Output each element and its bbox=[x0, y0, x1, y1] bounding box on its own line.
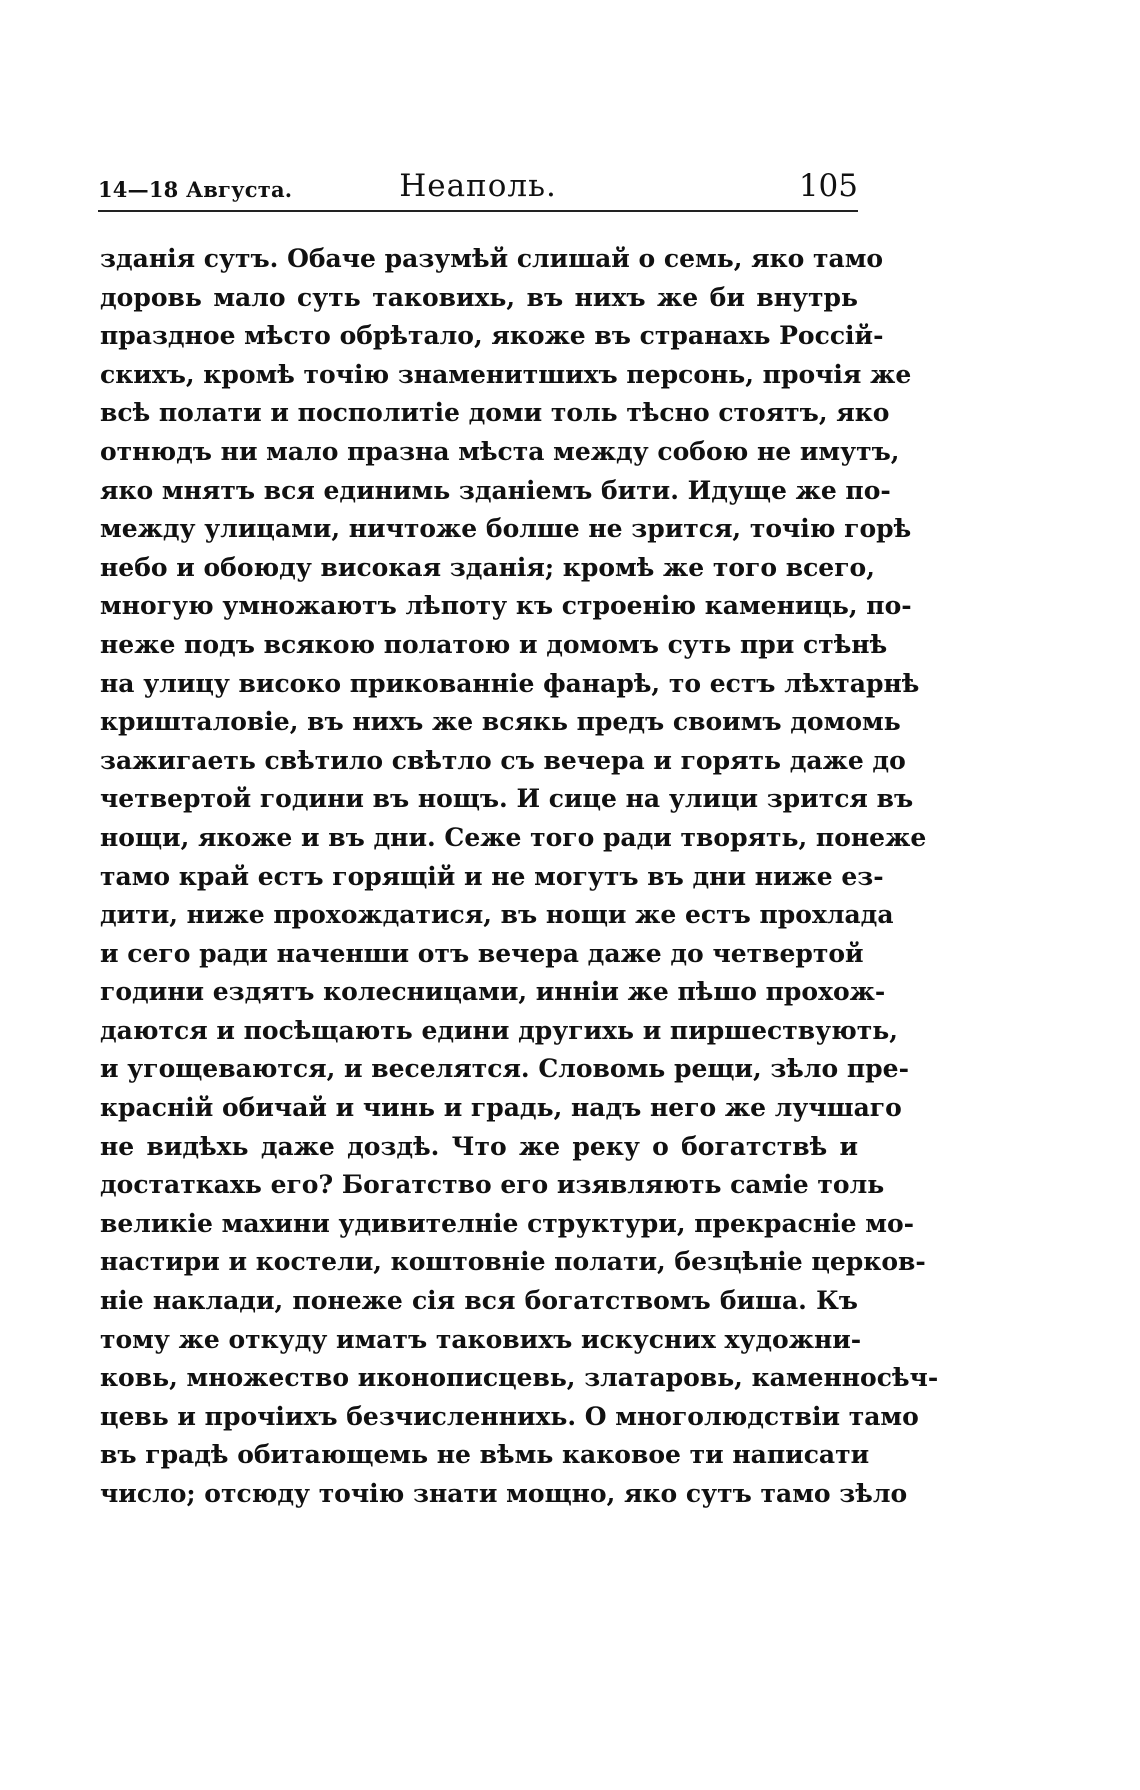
running-header bbox=[98, 160, 858, 210]
text-line: отнюдъ ни мало празна мѣста между собою не имутъ, bbox=[100, 436, 900, 466]
text-line: неже подъ всякою полатою и домомъ суть при стѣнѣ bbox=[100, 629, 888, 659]
text-line: достаткахь его? Богатство его изявляють саміе толь bbox=[100, 1170, 885, 1200]
body-text bbox=[100, 240, 939, 1514]
text-line: великіе махини удивителніе структури, прекрасніе мо- bbox=[100, 1208, 915, 1238]
text-line: яко мнятъ вся единимь зданіемъ бити. Идуще же по- bbox=[100, 475, 891, 505]
header-rule bbox=[98, 210, 858, 212]
text-line: тому же откуду иматъ таковихъ искусних художни- bbox=[100, 1324, 862, 1354]
text-line: ніе наклади, понеже сія вся богатствомъ биша. Къ bbox=[100, 1286, 858, 1316]
text-line: не видѣхь даже доздѣ. Что же реку о богатствѣ и bbox=[100, 1131, 858, 1161]
text-line: красній обичай и чинь и градь, надъ него же лучшаго bbox=[100, 1093, 902, 1123]
text-line: доровь мало суть таковихь, въ нихъ же би внутрь bbox=[100, 282, 858, 312]
text-line: тамо край естъ горящій и не могутъ въ дни ниже ез- bbox=[100, 861, 884, 891]
text-line: въ градѣ обитающемь не вѣмь каковое ти написати bbox=[100, 1440, 870, 1470]
text-line: ковь, множество иконописцевь, златаровь, каменносѣч- bbox=[100, 1363, 939, 1393]
header-title: Неаполь. bbox=[399, 168, 557, 204]
text-line: между улицами, ничтоже болше не зрится, точію горѣ bbox=[100, 514, 912, 544]
text-line: години ездятъ колесницами, инніи же пѣшо прохож- bbox=[100, 977, 886, 1007]
text-line: кришталовіе, въ нихъ же всякь предъ своимъ домомь bbox=[100, 707, 901, 737]
text-line: зажигаеть свѣтило свѣтло съ вечера и горять даже до bbox=[100, 745, 906, 775]
text-line: цевь и прочіихъ безчисленнихь. О многолюдствіи тамо bbox=[100, 1401, 919, 1431]
text-line: и сего ради наченши отъ вечера даже до четвертой bbox=[100, 938, 864, 968]
text-line: даются и посѣщають едини другихь и пиршествують, bbox=[100, 1015, 898, 1045]
text-line: число; отсюду точію знати мощно, яко сутъ тамо зѣло bbox=[100, 1479, 908, 1508]
page-number: 105 bbox=[798, 168, 858, 204]
text-line: праздное мѣсто обрѣтало, якоже въ странахь Россій- bbox=[100, 321, 884, 351]
header-dates: 14—18 Августа. bbox=[98, 177, 293, 202]
text-line: небо и обоюду високая зданія; кромѣ же того всего, bbox=[100, 552, 875, 582]
text-line: четвертой години въ нощъ. И сице на улици зрится въ bbox=[100, 784, 914, 814]
text-line: и угощеваются, и веселятся. Словомь рещи, зѣло пре- bbox=[100, 1054, 909, 1084]
text-line: всѣ полати и посполитіе доми толь тѣсно стоятъ, яко bbox=[100, 398, 890, 428]
text-line: скихъ, кромѣ точію знаменитшихъ персонь, прочія же bbox=[100, 359, 912, 389]
text-line: на улицу високо прикованніе фанарѣ, то естъ лѣхтарнѣ bbox=[100, 668, 920, 698]
text-line: дити, ниже прохождатися, въ нощи же естъ прохлада bbox=[100, 900, 894, 930]
text-line: нощи, якоже и въ дни. Сеже того ради творять, понеже bbox=[100, 822, 927, 852]
text-line: зданія сутъ. Обаче разумѣй слишай о семь, яко тамо bbox=[100, 244, 884, 273]
text-line: настири и костели, коштовніе полати, безцѣніе церков- bbox=[100, 1247, 926, 1277]
text-line: многую умножаютъ лѣпоту къ строенію камениць, по- bbox=[100, 591, 912, 621]
